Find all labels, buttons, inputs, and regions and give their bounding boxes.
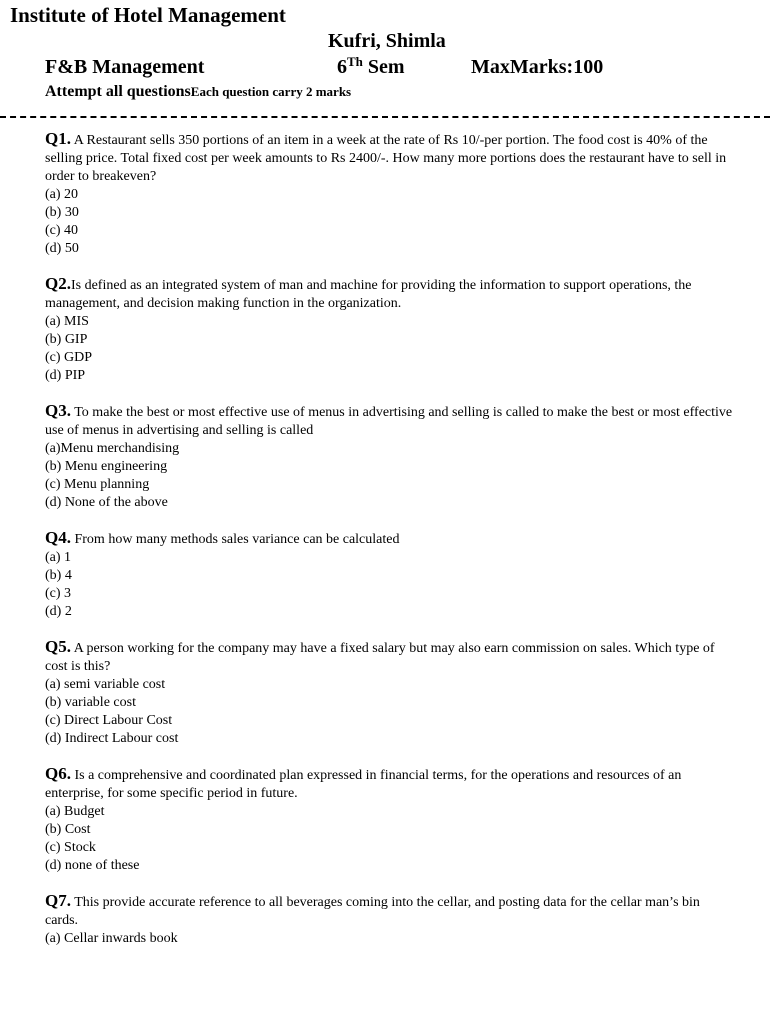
semester-word: Sem <box>362 56 405 78</box>
question-2-option-b: (b) GIP <box>45 332 88 347</box>
question-2-text <box>45 275 735 313</box>
question-4-option-b: (b) 4 <box>45 568 72 583</box>
question-5-option-b: (b) variable cost <box>45 695 136 710</box>
question-2-option-c: (c) GDP <box>45 350 93 365</box>
question-6-label: Q6. <box>45 764 71 783</box>
semester-label <box>337 53 405 79</box>
question-3-option-c: (c) Menu planning <box>45 477 150 492</box>
question-1-body: A Restaurant sells 350 portions of an item in a week at the rate of Rs 10/-per portion. The food cost is 40% of the selling price. Total fixed cost per week amounts to Rs 2400/-. How many more portions does the restaurant have to sell in order to breakeven? <box>45 133 727 184</box>
question-3-text <box>45 402 735 440</box>
instruction-main: Attempt all questions <box>45 83 191 100</box>
question-2 <box>45 275 735 385</box>
question-6-option-b: (b) Cost <box>45 822 91 837</box>
question-4-option-a: (a) 1 <box>45 550 72 565</box>
question-7-label: Q7. <box>45 891 71 910</box>
question-5-option-c: (c) Direct Labour Cost <box>45 713 173 728</box>
question-5-text <box>45 638 735 676</box>
question-6-body: Is a comprehensive and coordinated plan expressed in financial terms, for the operations and resources of an enterprise, for some specific period in future. <box>45 768 682 801</box>
question-4-text <box>45 529 735 549</box>
institute-location: Kufri, Shimla <box>328 30 446 52</box>
institute-name: Institute of Hotel Management <box>10 3 286 27</box>
instructions <box>45 83 351 101</box>
question-4-label: Q4. <box>45 528 71 547</box>
question-3-body: To make the best or most effective use of menus in advertising and selling is called to make the best or most effective use of menus in advertising and selling is called <box>45 405 733 438</box>
question-1-option-c: (c) 40 <box>45 223 79 238</box>
question-list <box>45 130 735 965</box>
question-4 <box>45 529 735 621</box>
question-2-option-a: (a) MIS <box>45 314 89 329</box>
question-3-option-b: (b) Menu engineering <box>45 459 168 474</box>
question-3-option-a: (a)Menu merchandising <box>45 441 180 456</box>
question-2-option-d: (d) PIP <box>45 368 86 383</box>
question-4-body: From how many methods sales variance can be calculated <box>70 532 400 547</box>
question-4-option-c: (c) 3 <box>45 586 72 601</box>
question-6-option-d: (d) none of these <box>45 858 140 873</box>
question-5-label: Q5. <box>45 637 71 656</box>
question-1-option-b: (b) 30 <box>45 205 79 220</box>
question-5 <box>45 638 735 748</box>
question-3 <box>45 402 735 512</box>
question-1-label: Q1. <box>45 129 71 148</box>
question-6-option-c: (c) Stock <box>45 840 96 855</box>
question-6 <box>45 765 735 875</box>
question-6-option-a: (a) Budget <box>45 804 105 819</box>
semester-number: 6 <box>337 56 347 78</box>
subject-title: F&B Management <box>45 56 205 78</box>
question-6-text <box>45 765 735 803</box>
question-5-option-a: (a) semi variable cost <box>45 677 166 692</box>
question-7-option-a: (a) Cellar inwards book <box>45 931 178 946</box>
question-1-text <box>45 130 735 186</box>
question-1-option-d: (d) 50 <box>45 241 79 256</box>
max-marks: MaxMarks:100 <box>471 56 604 78</box>
question-2-label: Q2. <box>45 274 71 293</box>
dashed-divider <box>0 116 770 118</box>
question-3-label: Q3. <box>45 401 71 420</box>
semester-suffix: Th <box>347 53 363 69</box>
instruction-note: Each question carry 2 marks <box>190 84 352 99</box>
question-2-body: Is defined as an integrated system of man and machine for providing the information to support operations, the management, and decision making function in the organization. <box>45 278 692 311</box>
question-7-body: This provide accurate reference to all beverages coming into the cellar, and posting data for the cellar man’s bin cards. <box>45 895 700 928</box>
question-1 <box>45 130 735 258</box>
question-3-option-d: (d) None of the above <box>45 495 168 510</box>
question-7-text <box>45 892 735 930</box>
question-4-option-d: (d) 2 <box>45 604 72 619</box>
question-5-option-d: (d) Indirect Labour cost <box>45 731 179 746</box>
question-1-option-a: (a) 20 <box>45 187 79 202</box>
question-5-body: A person working for the company may have a fixed salary but may also earn commission on sales. Which type of cost is this? <box>45 641 715 674</box>
question-7 <box>45 892 735 948</box>
